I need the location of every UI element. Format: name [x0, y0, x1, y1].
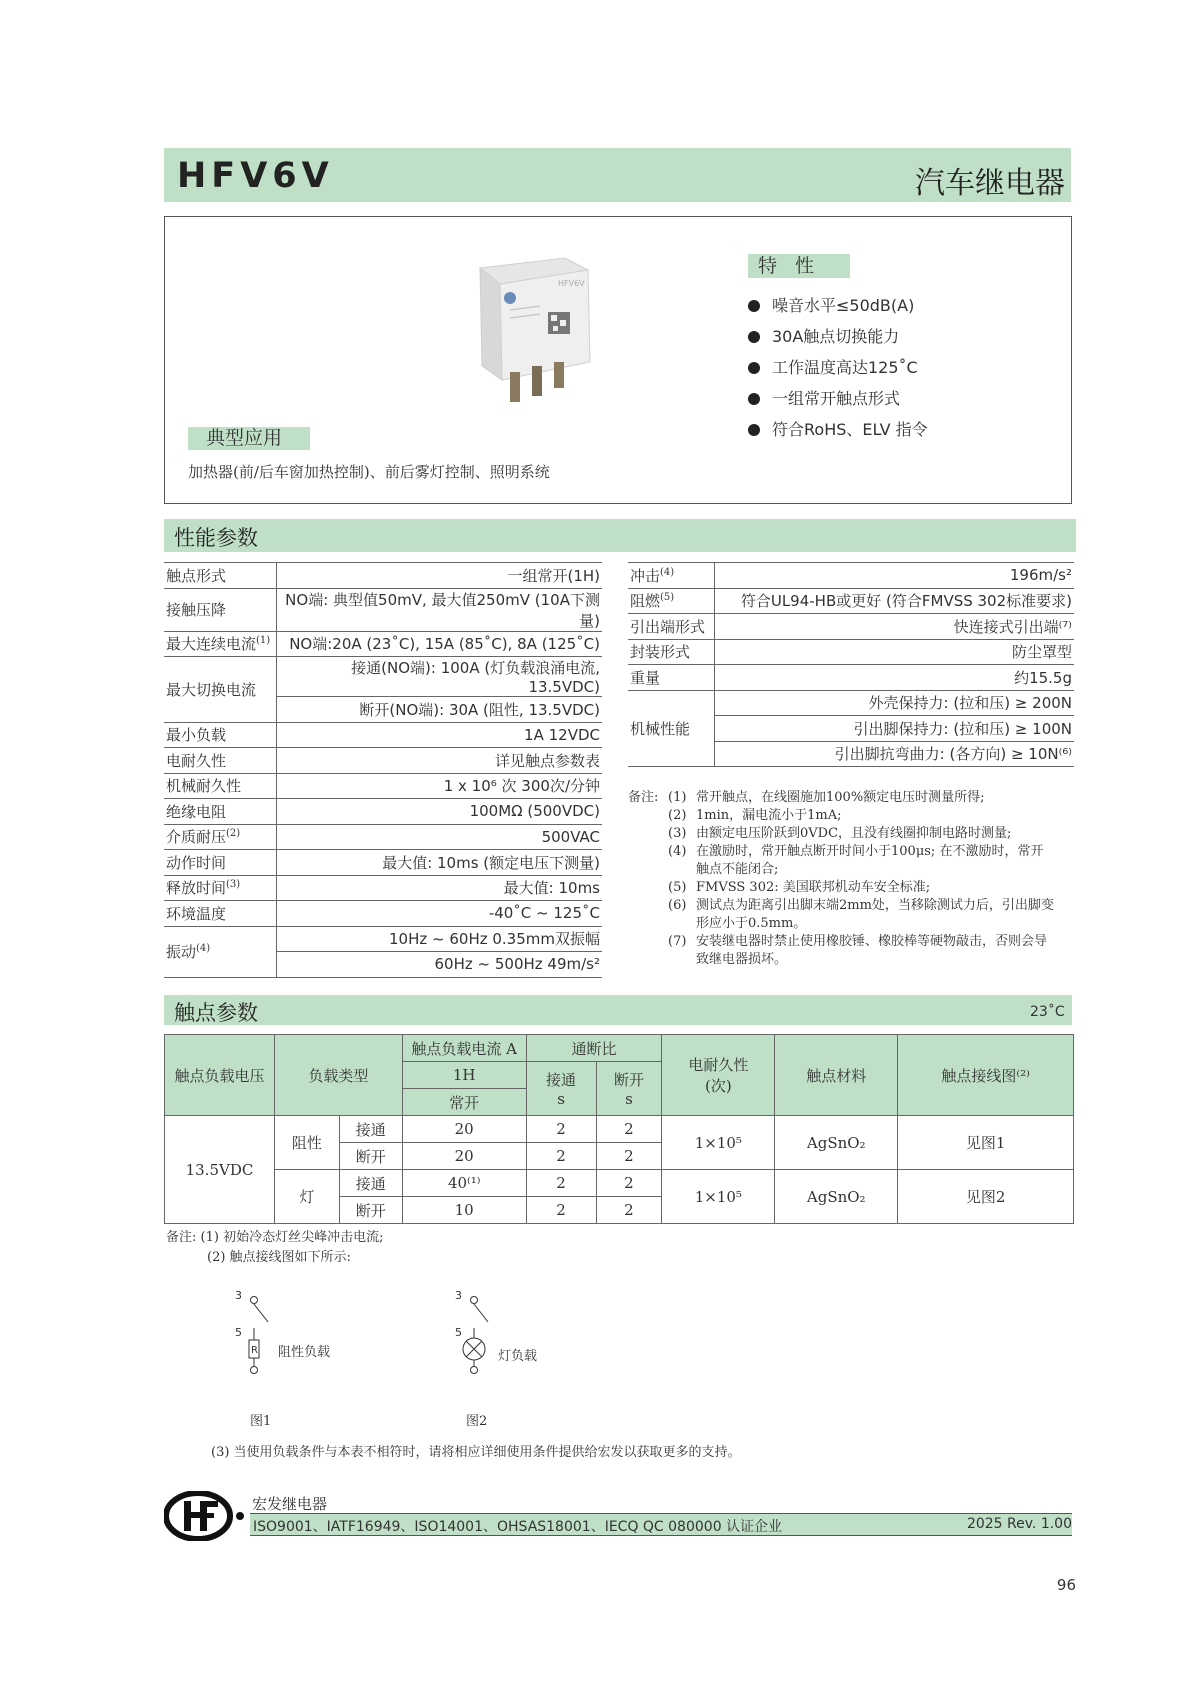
footer-rule-top: [250, 1513, 1072, 1514]
td-life: 1×10⁵: [662, 1116, 775, 1170]
spec-row: [164, 657, 602, 697]
spec-value: 外壳保持力: (拉和压) ≥ 200N: [714, 690, 1074, 716]
spec-row: [164, 631, 602, 657]
certifications: ISO9001、IATF16949、ISO14001、OHSAS18001、IECQ QC 080000 认证企业: [253, 1519, 783, 1535]
svg-text:3: 3: [235, 1289, 242, 1302]
spec-key: 触点形式: [164, 563, 276, 589]
spec-row: [164, 850, 602, 876]
performance-notes: [628, 789, 1054, 969]
page-number: 96: [1056, 1576, 1076, 1594]
th-no: 常开: [402, 1089, 526, 1116]
spec-value: 详见触点参数表: [276, 748, 602, 774]
note-line: 致继电器损坏。: [696, 952, 788, 967]
contact-title: 触点参数: [174, 1001, 258, 1025]
performance-table-right: [628, 562, 1074, 767]
td-op: 接通: [339, 1116, 402, 1143]
spec-key: 冲击$^{(4)}$: [628, 563, 714, 589]
spec-row: [628, 665, 1074, 691]
td-material: AgSnO₂: [775, 1170, 898, 1224]
td-current: 20: [402, 1116, 526, 1143]
spec-key: 封装形式: [628, 639, 714, 665]
td-voltage: 13.5VDC: [165, 1116, 275, 1224]
spec-value: 一组常开(1H): [276, 563, 602, 589]
td-make: 2: [526, 1197, 596, 1224]
td-material: AgSnO₂: [775, 1116, 898, 1170]
spec-key: 电耐久性: [164, 748, 276, 774]
figure1-caption: 图1: [250, 1414, 272, 1429]
th-form: 1H: [402, 1062, 526, 1089]
feature-item: 一组常开触点形式: [748, 386, 900, 409]
revision: 2025 Rev. 1.00: [966, 1516, 1072, 1532]
td-life: 1×10⁵: [662, 1170, 775, 1224]
feature-item: 噪音水平≤50dB(A): [748, 293, 914, 316]
svg-text:灯负载: 灯负载: [498, 1349, 538, 1364]
spec-value: 接通(NO端): 100A (灯负载浪涌电流, 13.5VDC): [276, 657, 602, 697]
spec-value: 引出脚抗弯曲力: (各方向) ≥ 10N⁽⁶⁾: [714, 741, 1074, 767]
spec-row: [164, 824, 602, 850]
th-load-type: 负载类型: [274, 1035, 402, 1116]
note-line: (3) 由额定电压阶跃到0VDC，且没有线圈抑制电路时测量;: [668, 826, 1012, 841]
td-op: 断开: [339, 1197, 402, 1224]
product-category: 汽车继电器: [915, 166, 1065, 201]
spec-value: 196m/s²: [714, 563, 1074, 589]
spec-key: 动作时间: [164, 850, 276, 876]
note-line: (6) 测试点为距离引出脚末端2mm处，当移除测试力后，引出脚变: [668, 898, 1054, 913]
td-op: 断开: [339, 1143, 402, 1170]
svg-text:3: 3: [455, 1289, 462, 1302]
spec-row: [628, 639, 1074, 665]
spec-key: 绝缘电阻: [164, 799, 276, 825]
performance-header: [164, 519, 1076, 552]
th-diagram: 触点接线图⁽²⁾: [898, 1035, 1074, 1116]
spec-value: 10Hz ~ 60Hz 0.35mm双振幅: [276, 926, 602, 952]
th-voltage: 触点负载电压: [165, 1035, 275, 1116]
spec-key: 机械性能: [628, 690, 714, 767]
th-break: 断开 s: [596, 1062, 662, 1116]
features-title: 特性: [748, 254, 850, 278]
spec-key: 接触压降: [164, 588, 276, 631]
spec-row: [628, 588, 1074, 614]
spec-row: [164, 563, 602, 589]
spec-value: NO端:20A (23˚C), 15A (85˚C), 8A (125˚C): [276, 631, 602, 657]
td-break: 2: [596, 1170, 662, 1197]
spec-value: 1A 12VDC: [276, 722, 602, 748]
note-line: (2) 1min，漏电流小于1mA;: [668, 808, 842, 823]
spec-value: 最大值: 10ms (额定电压下测量): [276, 850, 602, 876]
relay-photo: [470, 250, 610, 410]
figure2-diagram: [450, 1288, 590, 1408]
performance-table-left: [164, 562, 602, 978]
feature-item: 30A触点切换能力: [748, 324, 899, 347]
th-make: 接通 s: [526, 1062, 596, 1116]
spec-row: [628, 563, 1074, 589]
th-material: 触点材料: [775, 1035, 898, 1116]
spec-row: [164, 722, 602, 748]
th-life: 电耐久性 (次): [662, 1035, 775, 1116]
td-make: 2: [526, 1170, 596, 1197]
spec-row: [164, 799, 602, 825]
td-type: 阻性: [274, 1116, 339, 1170]
note-line: (4) 在激励时，常开触点断开时间小于100μs; 在不激励时，常开: [668, 844, 1044, 859]
spec-value: 防尘罩型: [714, 639, 1074, 665]
th-current: 触点负载电流 A: [402, 1035, 526, 1062]
td-current: 10: [402, 1197, 526, 1224]
spec-key: 最大连续电流$^{(1)}$: [164, 631, 276, 657]
spec-key: 最小负载: [164, 722, 276, 748]
spec-value: 500VAC: [276, 824, 602, 850]
feature-item: 工作温度高达125˚C: [748, 355, 918, 378]
note-line: (5) FMVSS 302: 美国联邦机动车安全标准;: [668, 880, 931, 895]
spec-value: -40˚C ~ 125˚C: [276, 901, 602, 927]
note-line: 形应小于0.5mm。: [696, 916, 807, 931]
td-current: 20: [402, 1143, 526, 1170]
spec-value: 1 x 10⁶ 次 300次/分钟: [276, 773, 602, 799]
td-make: 2: [526, 1143, 596, 1170]
spec-row: [164, 748, 602, 774]
figure2-caption: 图2: [466, 1414, 488, 1429]
spec-row: [628, 690, 1074, 716]
application-title: 典型应用: [188, 427, 310, 450]
application-text: 加热器(前/后车窗加热控制)、前后雾灯控制、照明系统: [188, 463, 550, 481]
spec-row: [164, 901, 602, 927]
td-break: 2: [596, 1197, 662, 1224]
td-diagram: 见图2: [898, 1170, 1074, 1224]
hongfa-logo: [164, 1491, 246, 1541]
spec-key: 介质耐压$^{(2)}$: [164, 824, 276, 850]
note-line: 备注: (1) 常开触点，在线圈施加100%额定电压时测量所得;: [628, 790, 985, 805]
company-name: 宏发继电器: [252, 1495, 328, 1513]
td-op: 接通: [339, 1170, 402, 1197]
td-make: 2: [526, 1116, 596, 1143]
spec-value: 断开(NO端): 30A (阻性, 13.5VDC): [276, 697, 602, 723]
spec-value: 符合UL94-HB或更好 (符合FMVSS 302标准要求): [714, 588, 1074, 614]
relay-label-text: HFV6V: [558, 279, 585, 288]
spec-value: NO端: 典型值50mV, 最大值250mV (10A下测量): [276, 588, 602, 631]
spec-value: 引出脚保持力: (拉和压) ≥ 100N: [714, 716, 1074, 742]
model-name: HFV6V: [177, 156, 334, 196]
contact-temp: 23˚C: [1030, 1004, 1065, 1020]
td-type: 灯: [274, 1170, 339, 1224]
spec-row: [164, 875, 602, 901]
spec-value: 60Hz ~ 500Hz 49m/s²: [276, 952, 602, 978]
spec-key: 机械耐久性: [164, 773, 276, 799]
spec-key: 最大切换电流: [164, 657, 276, 723]
td-current: 40⁽¹⁾: [402, 1170, 526, 1197]
spec-key: 重量: [628, 665, 714, 691]
td-break: 2: [596, 1143, 662, 1170]
svg-text:5: 5: [455, 1326, 462, 1339]
spec-value: 最大值: 10ms: [276, 875, 602, 901]
contact-note3: (3) 当使用负载条件与本表不相符时，请将相应详细使用条件提供给宏发以获取更多的支持。: [211, 1445, 741, 1460]
note-line: (7) 安装继电器时禁止使用橡胶锤、橡胶棒等硬物敲击，否则会导: [668, 934, 1048, 949]
contact-notes: 备注: (1) 初始冷态灯丝尖峰冲击电流; (2) 触点接线图如下所示:: [166, 1230, 384, 1265]
note-line: 触点不能闭合;: [696, 862, 779, 877]
spec-key: 释放时间$^{(3)}$: [164, 875, 276, 901]
svg-text:R: R: [251, 1345, 258, 1356]
spec-row: [164, 926, 602, 952]
spec-row: [628, 614, 1074, 640]
performance-title: 性能参数: [174, 526, 258, 550]
spec-value: 快连接式引出端⁽⁷⁾: [714, 614, 1074, 640]
td-break: 2: [596, 1116, 662, 1143]
contact-table: [164, 1034, 1074, 1224]
spec-value: 约15.5g: [714, 665, 1074, 691]
feature-item: 符合RoHS、ELV 指令: [748, 417, 928, 440]
spec-key: 阻燃$^{(5)}$: [628, 588, 714, 614]
th-ratio: 通断比: [526, 1035, 662, 1062]
spec-key: 振动$^{(4)}$: [164, 926, 276, 977]
contact-header: [164, 995, 1072, 1025]
svg-text:阻性负载: 阻性负载: [278, 1345, 331, 1360]
svg-text:5: 5: [235, 1326, 242, 1339]
spec-key: 环境温度: [164, 901, 276, 927]
figure1-diagram: [230, 1288, 370, 1408]
spec-row: [164, 773, 602, 799]
spec-key: 引出端形式: [628, 614, 714, 640]
td-diagram: 见图1: [898, 1116, 1074, 1170]
spec-value: 100MΩ (500VDC): [276, 799, 602, 825]
spec-row: [164, 588, 602, 631]
